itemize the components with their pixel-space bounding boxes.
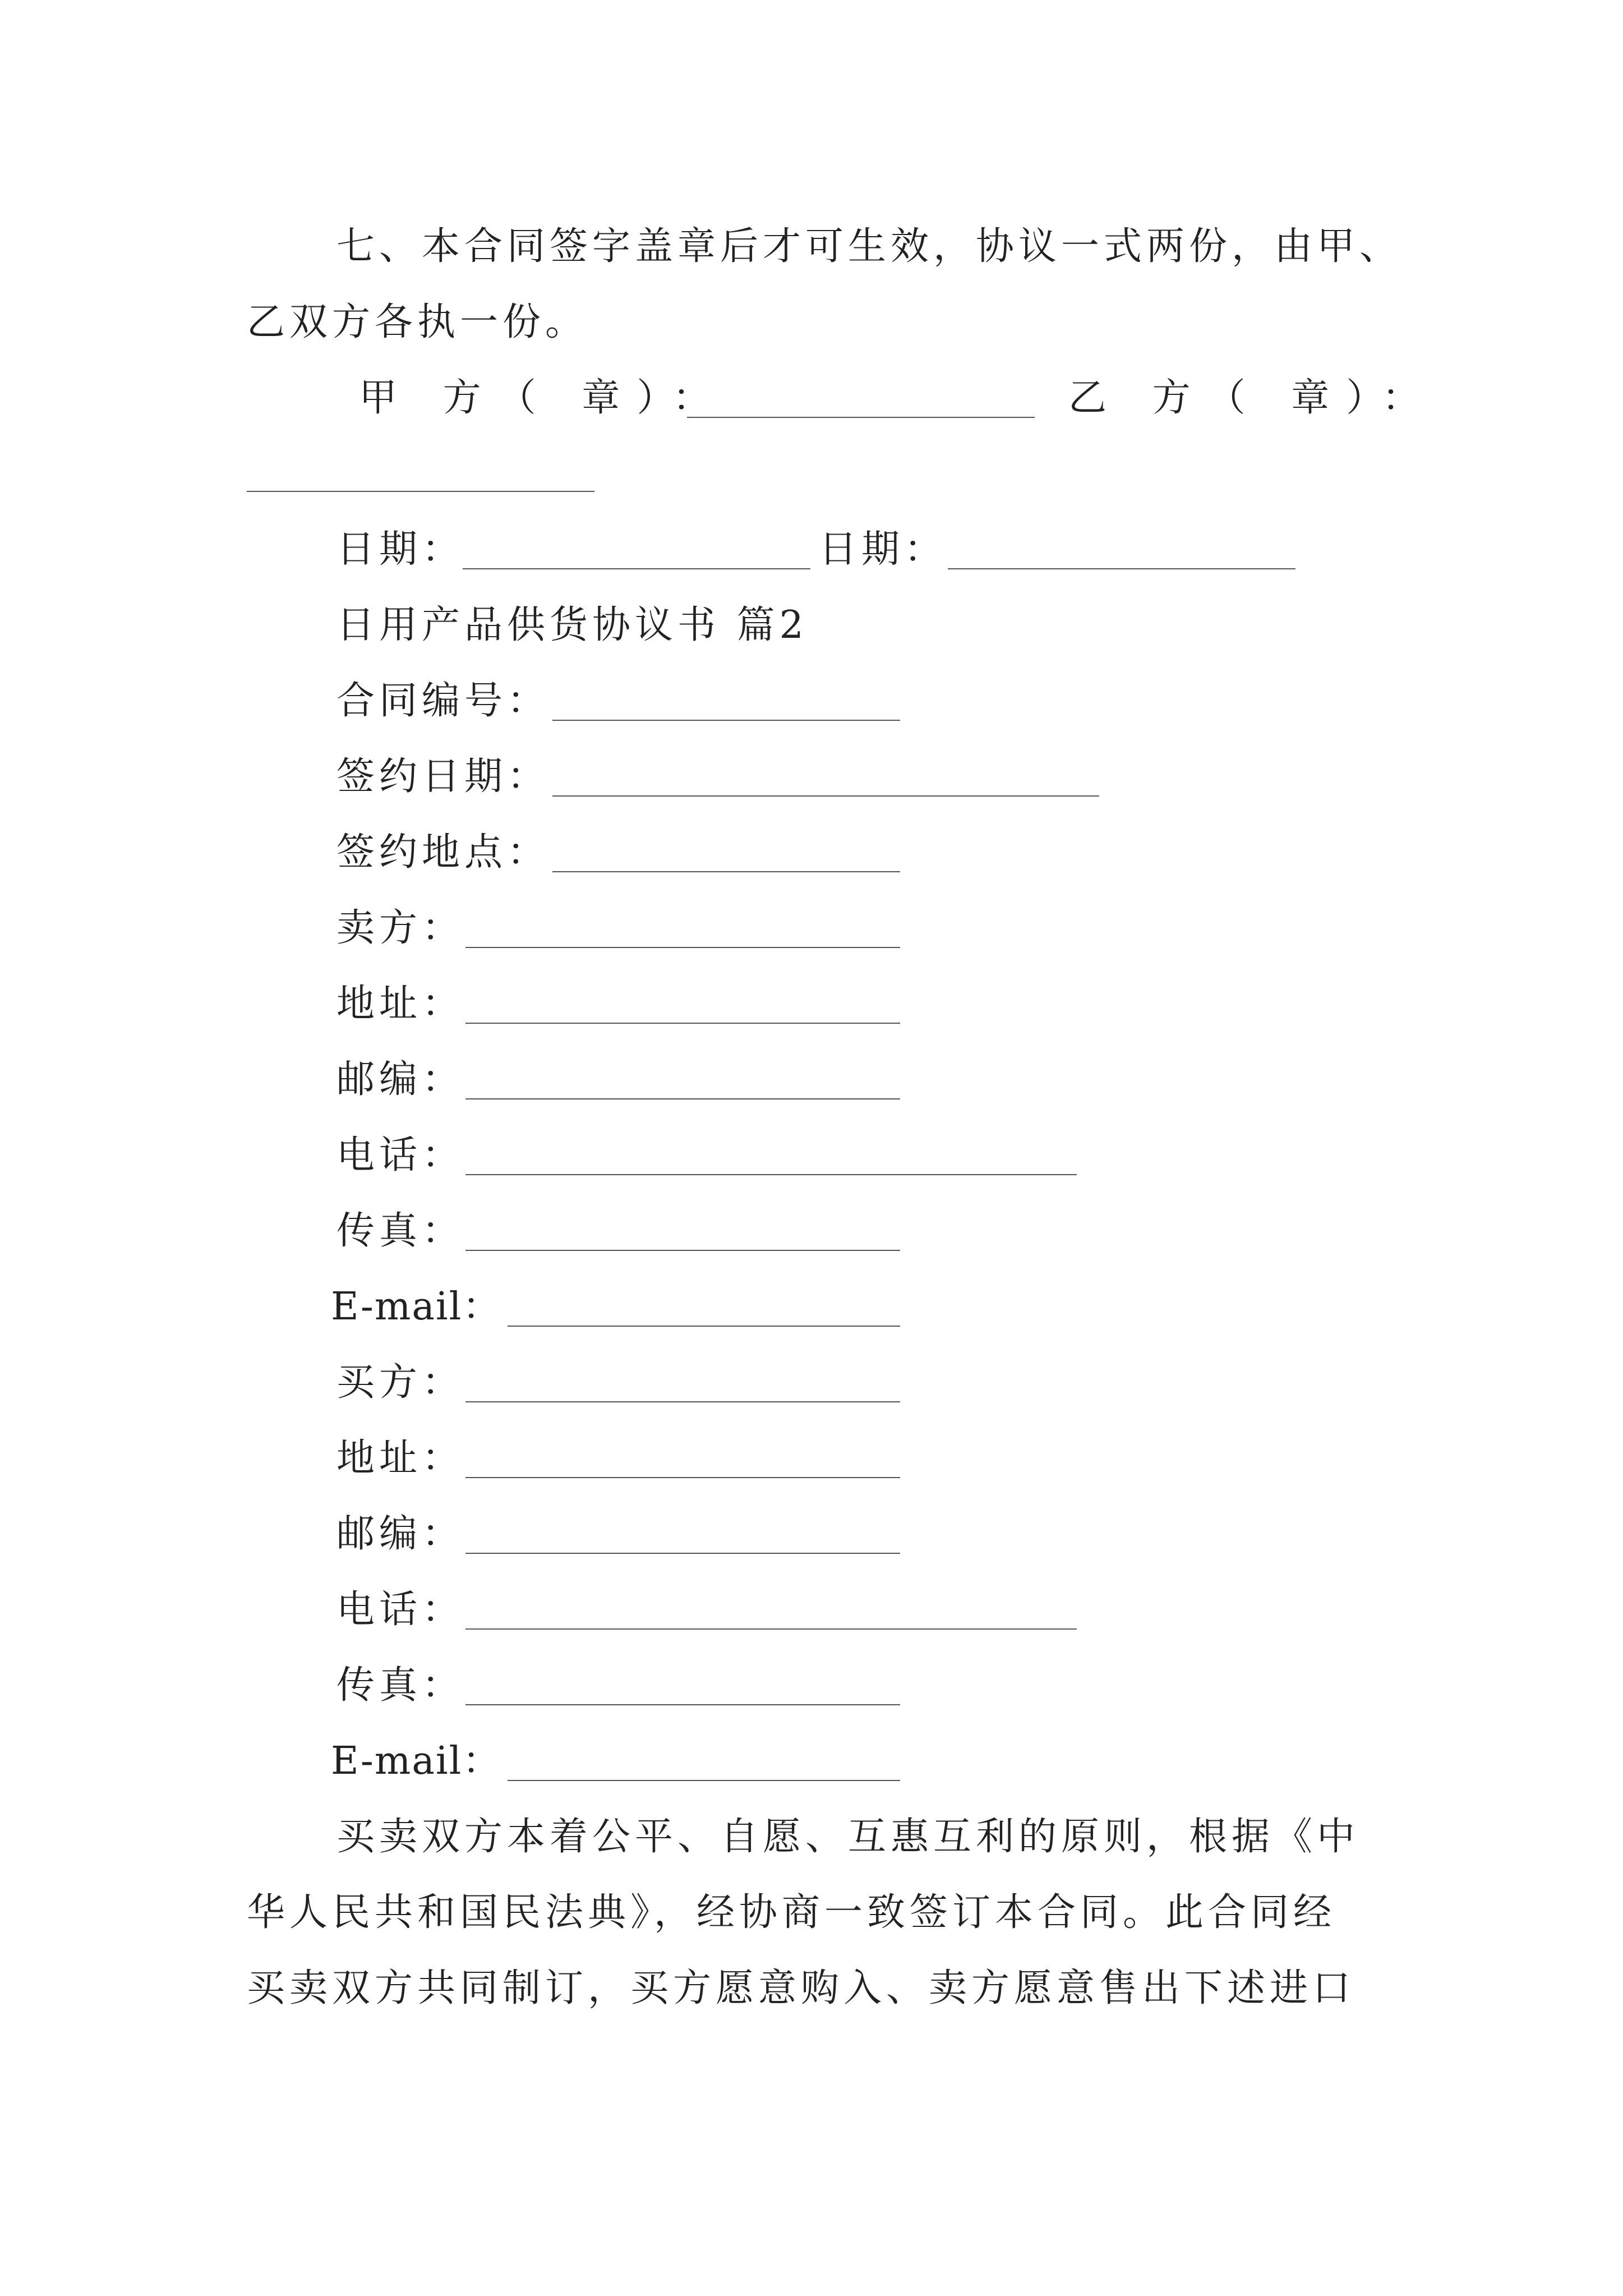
sign-date-blank[interactable]: [552, 795, 1099, 797]
buyer-fax-blank[interactable]: [465, 1704, 900, 1705]
party-b-seal-blank[interactable]: [247, 491, 594, 492]
seller-fax-row: [0, 1200, 1623, 1262]
contract-no-row: [0, 670, 1623, 732]
seller-address-row: [0, 973, 1623, 1035]
seller-address-label: 地址：: [336, 982, 465, 1026]
contract-no-label: 合同编号：: [336, 679, 550, 723]
clause-7-line-1: [0, 216, 1623, 278]
seller-phone-row: [0, 1125, 1623, 1186]
date-row: [0, 519, 1623, 581]
seller-address-blank[interactable]: [465, 1023, 900, 1024]
buyer-email-blank[interactable]: [508, 1780, 900, 1781]
party-b-label: 乙 方（ 章）：: [1068, 376, 1437, 420]
preamble-text-3: 买卖双方共同制订，买方愿意购入、卖方愿意售出下述进口: [247, 1966, 1355, 2010]
party-a-date-label: 日期：: [336, 527, 465, 572]
buyer-name-label: 买方：: [336, 1360, 465, 1405]
preamble-line-1: [0, 1806, 1623, 1868]
seller-name-label: 卖方：: [336, 906, 465, 950]
buyer-address-blank[interactable]: [465, 1477, 900, 1478]
seller-postcode-blank[interactable]: [465, 1098, 900, 1099]
buyer-email-row: [0, 1731, 1623, 1792]
buyer-address-label: 地址：: [336, 1436, 465, 1480]
party-b-date-label: 日期：: [819, 527, 947, 572]
seller-name-blank[interactable]: [465, 947, 900, 948]
sign-date-label: 签约日期：: [336, 754, 550, 799]
seller-phone-label: 电话：: [336, 1133, 465, 1177]
section-title: 日用产品供货协议书 篇2: [336, 603, 808, 647]
sign-date-row: [0, 746, 1623, 808]
seller-fax-blank[interactable]: [465, 1250, 900, 1251]
seller-name-row: [0, 898, 1623, 959]
seller-phone-blank[interactable]: [465, 1174, 1077, 1175]
section-title-row: [0, 595, 1623, 656]
seller-email-blank[interactable]: [508, 1326, 900, 1327]
buyer-phone-label: 电话：: [336, 1588, 465, 1632]
sign-place-label: 签约地点：: [336, 830, 550, 875]
party-b-date-blank[interactable]: [948, 568, 1295, 569]
buyer-phone-blank[interactable]: [465, 1628, 1077, 1630]
buyer-phone-row: [0, 1579, 1623, 1641]
seller-postcode-label: 邮编：: [336, 1057, 465, 1102]
preamble-text-1: 买卖双方本着公平、自愿、互惠互利的原则，根据《中: [336, 1815, 1360, 1859]
party-a-seal-blank[interactable]: [687, 417, 1035, 418]
preamble-line-2: [0, 1882, 1623, 1944]
preamble-line-3: [0, 1958, 1623, 2019]
clause-7-line-2: [0, 292, 1623, 353]
preamble-text-2: 华人民共和国民法典》，经协商一致签订本合同。此合同经: [247, 1890, 1336, 1935]
clause-7-text-2: 乙双方各执一份。: [247, 300, 588, 344]
buyer-name-blank[interactable]: [465, 1401, 900, 1402]
clause-7-text-1: 七、本合同签字盖章后才可生效，协议一式两份，由甲、: [336, 224, 1403, 269]
buyer-fax-label: 传真：: [336, 1663, 465, 1708]
buyer-name-row: [0, 1352, 1623, 1414]
buyer-email-label: E-mail：: [331, 1739, 502, 1783]
buyer-postcode-blank[interactable]: [465, 1553, 900, 1554]
party-a-date-blank[interactable]: [463, 568, 810, 569]
signature-row: [0, 367, 1623, 429]
buyer-address-row: [0, 1428, 1623, 1489]
buyer-fax-row: [0, 1655, 1623, 1717]
buyer-postcode-label: 邮编：: [336, 1512, 465, 1556]
sign-place-row: [0, 822, 1623, 884]
sign-place-blank[interactable]: [552, 871, 900, 872]
seller-email-row: [0, 1276, 1623, 1338]
buyer-postcode-row: [0, 1503, 1623, 1565]
seller-postcode-row: [0, 1049, 1623, 1111]
party-a-label: 甲 方（ 章）：: [359, 376, 728, 420]
seller-email-label: E-mail：: [331, 1285, 502, 1329]
contract-no-blank[interactable]: [552, 720, 900, 721]
seller-fax-label: 传真：: [336, 1209, 465, 1253]
